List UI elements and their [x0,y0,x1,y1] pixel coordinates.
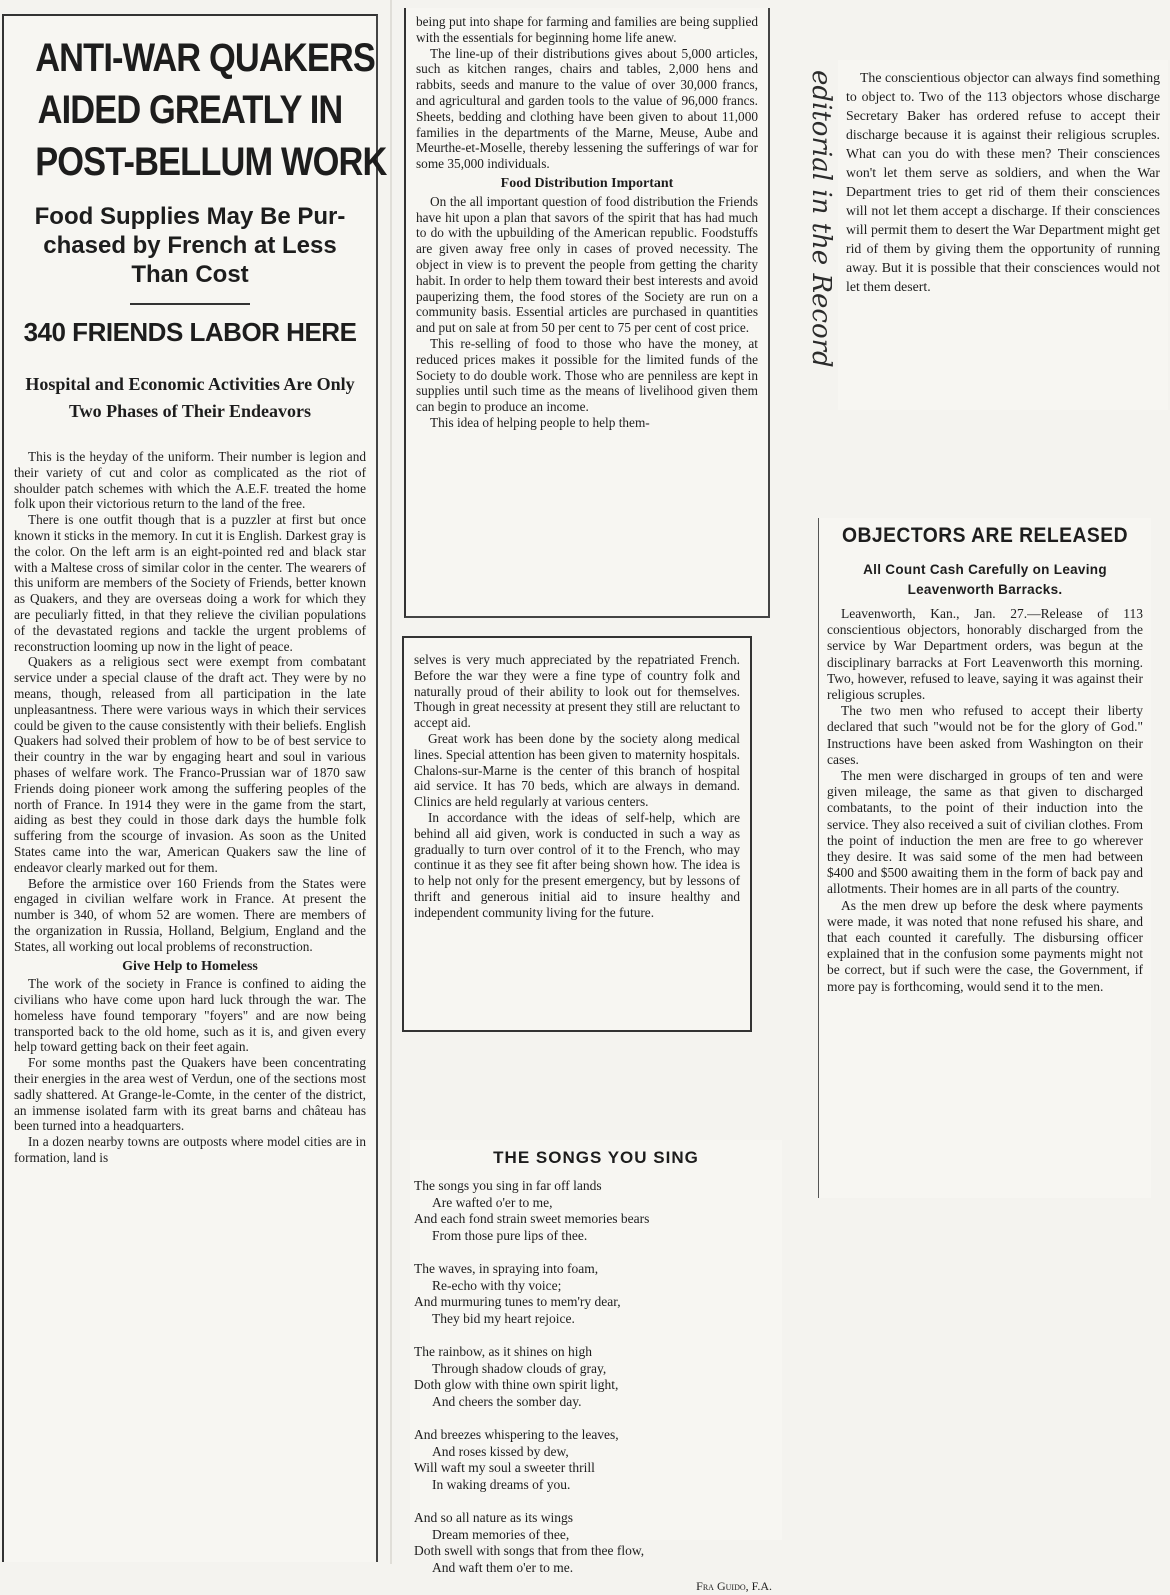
poem-line: In waking dreams of you. [432,1476,571,1492]
poem-line: They bid my heart rejoice. [432,1310,575,1326]
deck-friends-labor: 340 FRIENDS LABOR HERE [23,317,357,347]
paragraph: being put into shape for farming and families are being supplied with the essentials for beginning home life anew. [416,14,758,45]
poem-stanza [414,1261,782,1327]
paragraph: The conscientious objector can always find something to object to. Two of the 113 objectors whose discharge Secretary Baker has ordered refuse to accept their discharge because it is against their religious scruples. What can you do with these men? Their consciences won't let them serve as soldiers, and when the War Department tries to get rid of them their consciences will not let them accept a discharge. If their consciences will permit them to desert the War Department might get rid of them by giving them the opportunity of running away. But it is possible that their consciences would not let them desert. [846,70,1160,294]
article-body [827,606,1143,995]
poem-stanza [414,1178,782,1244]
paragraph: The line-up of their distributions gives about 5,000 articles, such as kitchen ranges, chairs and tables, 2,000 hens and rabbits, seeds and manure to the value of over 30,000 francs, and agricultural and garden tools to the value of 96,000 francs. Sheets, bedding and clothing have been given to about 11,000 families in the departments of the Marne, Meuse, Aube and Meurthe-et-Moselle, thereby lessening the sufferings of war for some 35,000 individuals. [416,45,758,172]
page-fold [390,0,392,1564]
paragraph: The men were discharged in groups of ten and were given mileage, the same as that given to discharged combatants, to the point of their induction into the service. They also received a suit of civilian clothes. From the point of induction the men are free to go wherever they desire. It was said some of the men had between $400 and $500 awaiting them in the form of back pay and allotments. Their homes are in all parts of the country. [827,768,1143,897]
paragraph: This idea of helping people to help them- [430,414,650,430]
paragraph: On the all important question of food distribution the Friends have hit upon a plan that savors of the spirit that has had much to do with the upbuilding of the American republic. Foodstuffs are given away free only in cases of proved necessity. The object in view is to prevent the people from getting the charity habit. In order to help them toward their best interests and avoid pauperizing them, the food stores of the Society are run on a community basis. Essential articles are purchased in quantities and put on sale at from 50 per cent to 75 per cent of cost price. [416,193,758,336]
headline-line-1: ANTI-WAR QUAKERS [35,36,375,80]
objectors-headline: OBJECTORS ARE RELEASED [841,524,1129,547]
poem-line: And breezes whispering to the leaves, [414,1427,619,1442]
poem-line: Through shadow clouds of gray, [432,1360,607,1376]
poem-stanza [414,1344,782,1410]
paragraph: The two men who refused to accept their liberty declared that such "would not be for the glory of God." Instructions have been asked from Washington on their cases. [827,703,1143,767]
poem-line: And so all nature as its wings [414,1510,573,1525]
headline-line-2: AIDED GREATLY IN [37,88,343,132]
quakers-article-clipping [2,14,387,1562]
poem-line: And murmuring tunes to mem'ry dear, [414,1294,621,1309]
paragraph: selves is very much appreciated by the repatriated French. Before the war they were a fine type of country folk and naturally proud of their ability to look out for themselves. Though in great necessity at present they still are reluctant to accept aid. [414,652,740,731]
poem-stanza [414,1510,782,1576]
poem-line: Re-echo with thy voice; [432,1277,562,1293]
editorial-body [846,68,1160,296]
objectors-subhead: All Count Cash Carefully on Leaving Leavenworth Barracks. [863,562,1107,597]
poem-title: THE SONGS YOU SING [493,1148,699,1167]
poem-line: Will waft my soul a sweeter thrill [414,1460,595,1475]
poem-signature: Fra Guido, F.A. [696,1579,772,1593]
paragraph: Quakers as a religious sect were exempt from combatant service under a special clause of the draft act. They were by no means, though, released from all participation in the late unpleasantness. There were various ways in which their services could be given to the cause consistently with their beliefs. English Quakers had solved their problem of how to be of best service to their country in the war by engaging heart and soul in various phases of welfare work. The Franco-Prussian war of 1870 saw Friends doing pioneer work among the suffering peoples of the north of France. In 1914 they were in the game from the start, aiding as best they could in those dark days the humble folk suffering from the scourge of invasion. As soon as the United States came into the war, American Quakers saw the line of endeavor clearly marked out for them. [14,654,366,875]
poem-line: And each fond strain sweet memories bears [414,1211,650,1226]
deck-food-supplies: Food Supplies May Be Pur-chased by French at Less Than Cost [34,203,346,288]
headline-line-3: POST-BELLUM WORK [35,140,387,184]
quakers-continuation-clipping [404,8,770,618]
paragraph: Before the armistice over 160 Friends from the States were engaged in civilian welfare work in France. At present the number is 340, of whom 52 are women. There are members of the organization in Russia, Holland, Belgium, England and the States, all working out local problems of reconstruction. [14,875,366,954]
poem-line: Doth glow with thine own spirit light, [414,1377,619,1392]
paragraph: Leavenworth, Kan., Jan. 27.—Release of 113 conscientious objectors, honorably discharged from the service by War Department orders, was begun at the disciplinary barracks at Fort Leavenworth this morning. Two, however, refused to leave, saying it was against their religious scruples. [827,606,1143,703]
poem-line: And cheers the somber day. [432,1393,582,1409]
poem-line: The waves, in spraying into foam, [414,1261,599,1276]
paragraph: As the men drew up before the desk where payments were made, it was noted that none refused his share, and that each counted it carefully. The disbursing officer explained that in the confusion some payments might not be correct, but if such were the case, the Government, if more pay is forthcoming, would send it to the men. [827,897,1143,994]
paragraph: In a dozen nearby towns are outposts where model cities are in formation, land is [14,1134,366,1166]
poem-line: And waft them o'er to me. [432,1559,574,1575]
paragraph: This is the heyday of the uniform. Their number is legion and their variety of cut and color as complicated as the riot of shoulder patch schemes with which the A.E.F. treated the home folk upon their victorious return to the land of the free. [14,449,366,512]
subhead-food-distribution: Food Distribution Important [500,175,674,191]
poem-line: The rainbow, as it shines on high [414,1344,592,1359]
poem-line: Doth swell with songs that from thee flow, [414,1543,645,1558]
poem-clipping [410,1140,782,1593]
divider-rule [130,303,250,305]
paragraph: This re-selling of food to those who have the money, at reduced prices makes it possible for the limited funds of the Society to do double work. Those who are penniless are kept in supplies until such time as the means of livelihood given them can begin to produce an income. [416,335,758,415]
editorial-clipping [838,60,1168,410]
article-body [14,449,366,1166]
poem-line: From those pure lips of thee. [432,1227,588,1243]
poem-line: Are wafted o'er to me, [432,1194,553,1210]
paragraph: In accordance with the ideas of self-help, which are behind all aid given, work is conducted in such a way as gradually to turn over control of it to the French, who may continue it as they see fit after being shown how. The idea is to help not only for the present emergency, but by lessons of thrift and generous initial aid to insure healthy and independent community living for the future. [414,809,740,920]
quakers-continuation-clipping-2 [402,636,752,1032]
paragraph: For some months past the Quakers have been concentrating their energies in the area west of Verdun, one of the sections most sadly shattered. At Grange-le-Comte, in the center of the district, an immense isolated farm with its great barns and château has been turned into a headquarters. [14,1055,366,1134]
handwritten-note [806,70,836,400]
poem-line: The songs you sing in far off lands [414,1178,602,1193]
paragraph: The work of the society in France is confined to aiding the civilians who have come upon hard luck through the war. The homeless have found temporary "foyers" and are now being transported back to the old home, such as it is, and given every help toward getting back on their feet again. [14,976,366,1055]
article-body [416,14,758,431]
poem-stanza [414,1427,782,1493]
poem-line: And roses kissed by dew, [432,1443,569,1459]
paragraph: There is one outfit though that is a puzzler at first but once known it sticks in the memory. In cut it is English. Darkest gray is the color. On the left arm is an eight-pointed red and black star with a Maltese cross of similar color in the center. The wearers of this uniform are members of the Society of Friends, better known as Quakers, and they are overseas doing a work for which they are peculiarly fitted, in that they relieve the civilian populations of the devastated regions and tackle the urgent problems of reconstruction looming up now in the light of peace. [14,512,366,654]
deck-hospital-activities: Hospital and Economic Activities Are Only Two Phases of Their Endeavors [25,374,355,421]
handwritten-note-text: editorial in the Record [806,70,836,368]
subhead-homeless: Give Help to Homeless [122,958,258,974]
paragraph: Great work has been done by the society along medical lines. Special attention has been given to maternity hospitals. Chalons-sur-Marne is the center of this branch of hospital aid service. It has 70 beds, which are always in demand. Clinics are held regularly at various centers. [414,730,740,810]
objectors-article-clipping [818,518,1151,1198]
poem-line: Dream memories of thee, [432,1526,570,1542]
poem-body [414,1178,782,1595]
article-body [414,652,740,921]
